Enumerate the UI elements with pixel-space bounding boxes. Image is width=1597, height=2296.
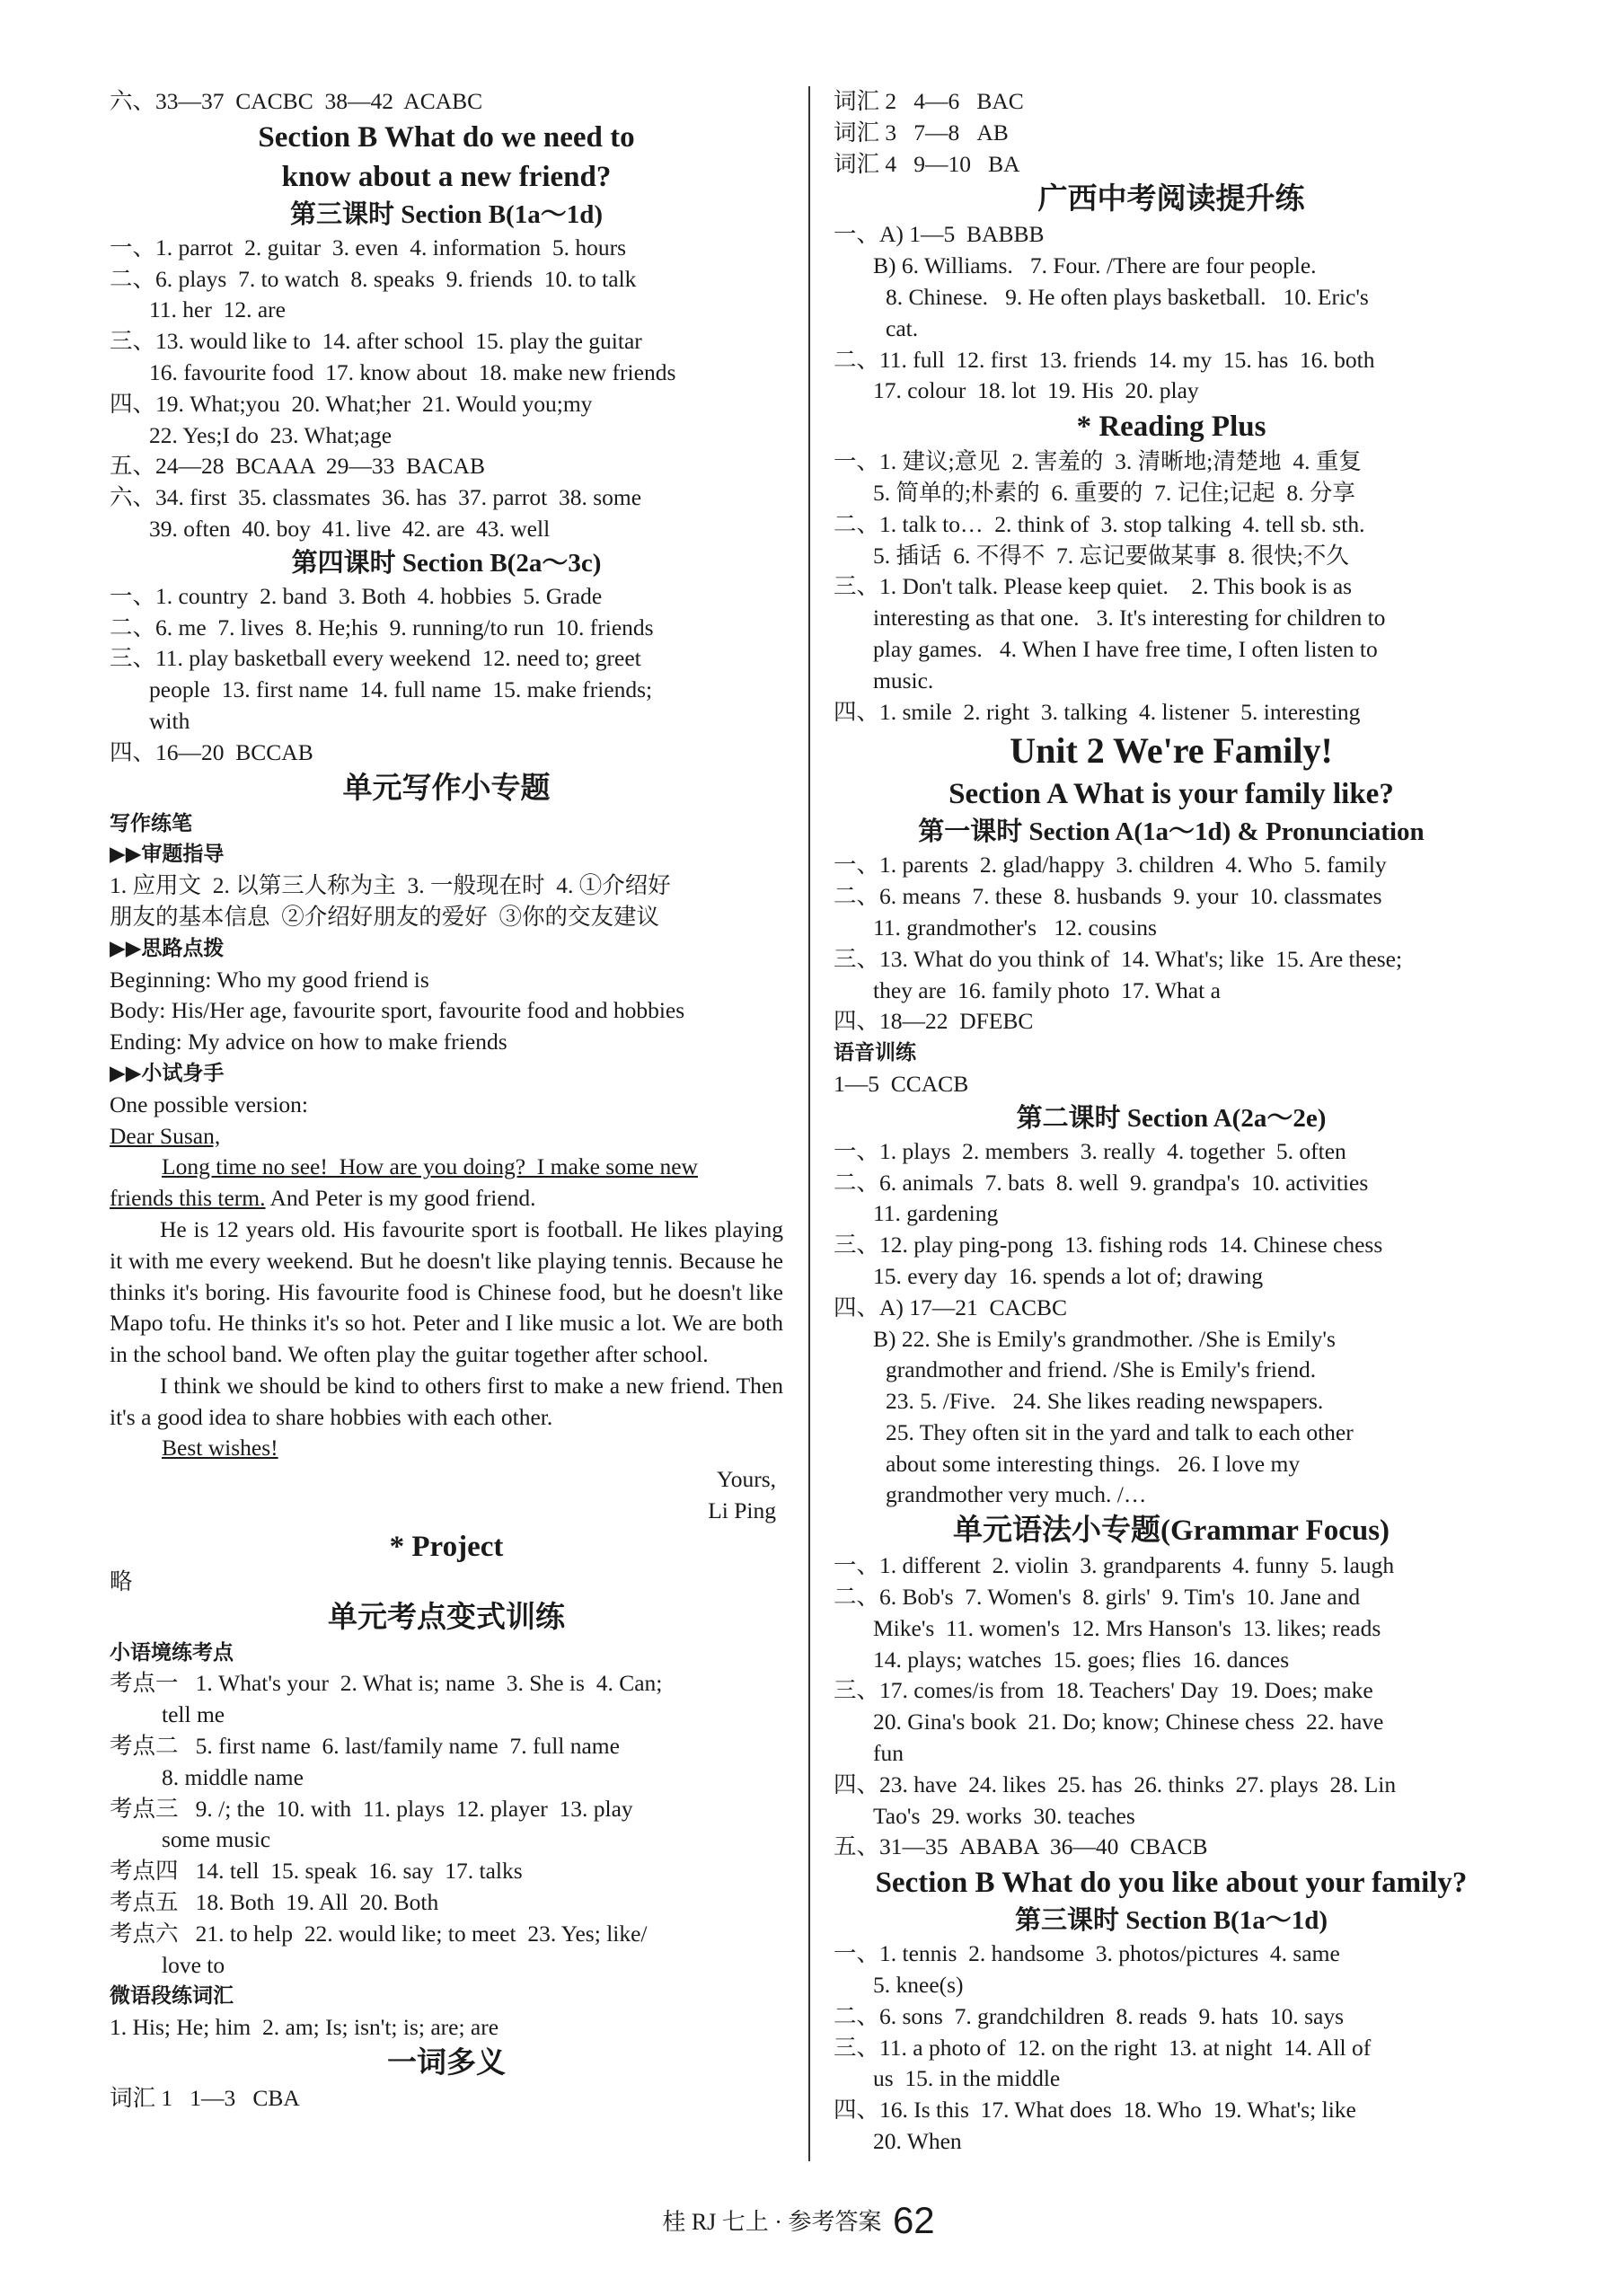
answer-line: 二、6. animals 7. bats 8. well 9. grandpa's 10. activities bbox=[834, 1169, 1369, 1196]
answer-line-continued: grandmother very much. /… bbox=[886, 1481, 1147, 1508]
plain-text: And Peter is my good friend. bbox=[265, 1185, 536, 1212]
answer-line: 四、18—22 DFEBC bbox=[834, 1008, 1034, 1035]
letter-line bbox=[110, 1183, 783, 1214]
answer-line-continued: tell me bbox=[162, 1701, 225, 1728]
signature-line: Yours, bbox=[716, 1466, 776, 1493]
letter-line bbox=[110, 1152, 783, 1183]
section-title: * Project bbox=[389, 1530, 504, 1563]
answer-line: 考点二 5. first name 6. last/family name 7. full name bbox=[110, 1733, 620, 1760]
answer-line-continued: people 13. first name 14. full name 15. make friends; bbox=[149, 676, 653, 703]
answer-line-continued: Mike's 11. women's 12. Mrs Hanson's 13. likes; reads bbox=[873, 1614, 1381, 1641]
answer-line: 二、1. talk to… 2. think of 3. stop talking 4. tell sb. sth. bbox=[834, 510, 1365, 537]
page-footer bbox=[0, 2199, 1597, 2242]
answer-line-continued: B) 6. Williams. 7. Four. /There are four people. bbox=[873, 252, 1317, 279]
answer-line: 考点四 14. tell 15. speak 16. say 17. talks bbox=[110, 1858, 523, 1885]
answer-line: 1—5 CCACB bbox=[834, 1070, 969, 1097]
paragraph: He is 12 years old. His favourite sport is football. He likes playing it with me every weekend. But he doesn't like playing tennis. Because he thinks it's boring. His favourite food is Chinese food, but he doesn't like Mapo tofu. He thinks it's so hot. Peter and I like music a lot. We are both in the school band. We often play the guitar together after school. bbox=[110, 1215, 783, 1368]
answer-line: 考点五 18. Both 19. All 20. Both bbox=[110, 1889, 439, 1916]
answer-line: 三、11. a photo of 12. on the right 13. at night 14. All of bbox=[834, 2034, 1372, 2061]
lesson-title: 第三课时 Section B(1a～1d) bbox=[1014, 1906, 1328, 1936]
answer-line: Body: His/Her age, favourite sport, favourite food and hobbies bbox=[110, 997, 685, 1024]
answer-line-continued: us 15. in the middle bbox=[873, 2065, 1061, 2092]
letter-line bbox=[110, 1121, 783, 1152]
answer-line: 六、34. first 35. classmates 36. has 37. parrot 38. some bbox=[110, 484, 642, 511]
answer-line-continued: 23. 5. /Five. 24. She likes reading newspapers. bbox=[886, 1388, 1324, 1415]
answer-line-continued: cat. bbox=[886, 314, 919, 341]
underlined-text: Dear Susan, bbox=[110, 1122, 221, 1149]
answer-line-continued: 5. 简单的;朴素的 6. 重要的 7. 记住;记起 8. 分享 bbox=[873, 479, 1355, 506]
answer-line-continued: some music bbox=[162, 1826, 271, 1853]
answer-line-continued: 22. Yes;I do 23. What;age bbox=[149, 421, 393, 448]
answer-line-continued: 17. colour 18. lot 19. His 20. play bbox=[873, 377, 1199, 404]
answer-line: 一、1. country 2. band 3. Both 4. hobbies 5. Grade bbox=[110, 582, 603, 609]
answer-line: 三、13. would like to 14. after school 15. play the guitar bbox=[110, 328, 642, 355]
answer-line-continued: love to bbox=[162, 1951, 225, 1978]
answer-line-continued: 20. Gina's book 21. Do; know; Chinese chess 22. have bbox=[873, 1709, 1384, 1735]
signature-line: Li Ping bbox=[708, 1497, 776, 1524]
section-title: know about a new friend? bbox=[281, 160, 612, 193]
answer-line: 三、13. What do you think of 14. What's; like 15. Are these; bbox=[834, 945, 1403, 972]
answer-line: 一、1. 建议;意见 2. 害羞的 3. 清晰地;清楚地 4. 重复 bbox=[834, 448, 1362, 475]
section-title: 单元写作小专题 bbox=[342, 772, 551, 805]
answer-line: 考点六 21. to help 22. would like; to meet 23. Yes; like/ bbox=[110, 1920, 648, 1947]
answer-line: 四、19. What;you 20. What;her 21. Would you;my bbox=[110, 390, 593, 417]
answer-line: 1. 应用文 2. 以第三人称为主 3. 一般现在时 4. ①介绍好 bbox=[110, 872, 671, 899]
answer-line: 二、11. full 12. first 13. friends 14. my 15. has 16. both bbox=[834, 346, 1375, 373]
answer-line-continued: grandmother and friend. /She is Emily's friend. bbox=[886, 1356, 1317, 1383]
answer-line: 考点三 9. /; the 10. with 11. plays 12. player 13. play bbox=[110, 1795, 633, 1822]
answer-line: 二、6. plays 7. to watch 8. speaks 9. friends 10. to talk bbox=[110, 265, 637, 292]
answer-line: 六、33—37 CACBC 38—42 ACABC bbox=[110, 88, 483, 114]
answer-line: 一、1. parents 2. glad/happy 3. children 4. Who 5. family bbox=[834, 852, 1387, 879]
answer-line: 词汇 2 4—6 BAC bbox=[834, 88, 1024, 114]
answer-line-continued: 8. Chinese. 9. He often plays basketball. 10. Eric's bbox=[886, 283, 1369, 310]
answer-line: 四、23. have 24. likes 25. has 26. thinks 27. plays 28. Lin bbox=[834, 1771, 1397, 1797]
section-title: Section A What is your family like? bbox=[948, 778, 1394, 811]
answer-line: 五、24—28 BCAAA 29—33 BACAB bbox=[110, 453, 485, 480]
answer-line-continued: interesting as that one. 3. It's interesting for children to bbox=[873, 605, 1386, 631]
answer-line-continued: 20. When bbox=[873, 2128, 962, 2155]
answer-line: 一、A) 1—5 BABBB bbox=[834, 221, 1045, 248]
section-title: * Reading Plus bbox=[1076, 411, 1266, 444]
section-label: 语音训练 bbox=[834, 1041, 916, 1065]
answer-line: 三、17. comes/is from 18. Teachers' Day 19. Does; make bbox=[834, 1677, 1373, 1704]
section-title: 单元考点变式训练 bbox=[328, 1601, 565, 1634]
answer-line: 二、6. means 7. these 8. husbands 9. your 10. classmates bbox=[834, 883, 1382, 910]
section-label: 小语境练考点 bbox=[110, 1640, 234, 1665]
answer-line-continued: 25. They often sit in the yard and talk to each other bbox=[886, 1418, 1354, 1445]
answer-line: 一、1. parrot 2. guitar 3. even 4. information 5. hours bbox=[110, 234, 627, 261]
answer-line-continued: 5. 插话 6. 不得不 7. 忘记要做某事 8. 很快;不久 bbox=[873, 542, 1349, 569]
unit-title: Unit 2 We're Family! bbox=[1010, 730, 1333, 772]
section-label: 写作练笔 bbox=[110, 811, 192, 835]
underlined-text: Best wishes! bbox=[162, 1435, 278, 1461]
section-title: 单元语法小专题(Grammar Focus) bbox=[952, 1514, 1390, 1548]
answer-line: 三、11. play basketball every weekend 12. need to; greet bbox=[110, 645, 641, 672]
answer-line: 四、1. smile 2. right 3. talking 4. listener 5. interesting bbox=[834, 698, 1361, 725]
answer-line-continued: with bbox=[149, 707, 190, 734]
answer-line: 一、1. tennis 2. handsome 3. photos/pictures 4. same bbox=[834, 1940, 1340, 1967]
answer-line: 四、16. Is this 17. What does 18. Who 19. What's; like bbox=[834, 2097, 1356, 2124]
answer-line: 一、1. different 2. violin 3. grandparents 4. funny 5. laugh bbox=[834, 1552, 1395, 1579]
answer-line: 词汇 4 9—10 BA bbox=[834, 150, 1020, 177]
answer-line-continued: music. bbox=[873, 667, 934, 693]
answer-line-continued: 16. favourite food 17. know about 18. make new friends bbox=[149, 358, 676, 385]
answer-line: Beginning: Who my good friend is bbox=[110, 966, 429, 993]
answer-line-continued: they are 16. family photo 17. What a bbox=[873, 976, 1221, 1003]
answer-line-continued: 15. every day 16. spends a lot of; drawing bbox=[873, 1262, 1264, 1289]
answer-line: 三、1. Don't talk. Please keep quiet. 2. This book is as bbox=[834, 573, 1353, 600]
footer-label: 桂 RJ 七上 · 参考答案 bbox=[662, 2209, 882, 2235]
answer-line-continued: 11. grandmother's 12. cousins bbox=[873, 914, 1157, 940]
answer-line: 二、6. Bob's 7. Women's 8. girls' 9. Tim's 10. Jane and bbox=[834, 1584, 1361, 1611]
answer-line: 词汇 3 7—8 AB bbox=[834, 119, 1009, 146]
left-column bbox=[110, 86, 783, 2115]
section-title: Section B What do you like about your family? bbox=[875, 1867, 1468, 1900]
answer-line: 四、A) 17—21 CACBC bbox=[834, 1294, 1067, 1320]
answer-line: 二、6. me 7. lives 8. He;his 9. running/to run 10. friends bbox=[110, 614, 654, 640]
answer-line-continued: 5. knee(s) bbox=[873, 1972, 964, 1999]
section-title: 广西中考阅读提升练 bbox=[1037, 183, 1305, 216]
lesson-title: 第四课时 Section B(2a～3c) bbox=[291, 548, 602, 578]
answer-line: 五、31—35 ABABA 36—40 CBACB bbox=[834, 1833, 1208, 1860]
answer-line: 朋友的基本信息 ②介绍好朋友的爱好 ③你的交友建议 bbox=[110, 903, 660, 930]
section-label: ▶▶小试身手 bbox=[110, 1061, 225, 1085]
answer-line: 三、12. play ping-pong 13. fishing rods 14. Chinese chess bbox=[834, 1232, 1383, 1258]
answer-line-continued: fun bbox=[873, 1740, 904, 1767]
right-column bbox=[834, 86, 1509, 2158]
answer-line-continued: play games. 4. When I have free time, I often listen to bbox=[873, 635, 1378, 662]
lesson-title: 第三课时 Section B(1a～1d) bbox=[289, 199, 603, 229]
paragraph: I think we should be kind to others first to make a new friend. Then it's a good idea to share hobbies with each other. bbox=[110, 1372, 783, 1430]
answer-line: 考点一 1. What's your 2. What is; name 3. She is 4. Can; bbox=[110, 1670, 663, 1697]
answer-line-continued: Tao's 29. works 30. teaches bbox=[873, 1802, 1135, 1829]
page-number: 62 bbox=[892, 2199, 935, 2241]
answer-line-continued: 14. plays; watches 15. goes; flies 16. dances bbox=[873, 1646, 1290, 1673]
lesson-title: 第二课时 Section A(2a～2e) bbox=[1016, 1103, 1327, 1133]
answer-line-continued: 39. often 40. boy 41. live 42. are 43. well bbox=[149, 515, 551, 542]
lesson-title: 第一课时 Section A(1a～1d) & Pronunciation bbox=[918, 817, 1425, 847]
underlined-text: Long time no see! How are you doing? I make some new bbox=[162, 1153, 698, 1180]
answer-line: 一、1. plays 2. members 3. really 4. together 5. often bbox=[834, 1137, 1346, 1164]
answer-line: 二、6. sons 7. grandchildren 8. reads 9. hats 10. says bbox=[834, 2002, 1344, 2029]
section-label: ▶▶审题指导 bbox=[110, 843, 225, 867]
section-title: Section B What do we need to bbox=[258, 120, 635, 154]
answer-line-continued: 11. gardening bbox=[873, 1200, 999, 1227]
answer-line-continued: B) 22. She is Emily's grandmother. /She is Emily's bbox=[873, 1325, 1336, 1352]
section-label: ▶▶思路点拨 bbox=[110, 936, 225, 960]
column-divider bbox=[808, 86, 810, 2161]
underlined-text: friends this term. bbox=[110, 1185, 266, 1212]
answer-line-continued: 11. her 12. are bbox=[149, 296, 286, 323]
answer-line: One possible version: bbox=[110, 1091, 308, 1117]
section-title: 一词多义 bbox=[387, 2047, 506, 2080]
answer-line: 四、16—20 BCCAB bbox=[110, 738, 313, 765]
answer-line: 词汇 1 1—3 CBA bbox=[110, 2085, 300, 2112]
answer-line: 略 bbox=[110, 1567, 133, 1594]
answer-line-continued: 8. middle name bbox=[162, 1763, 304, 1790]
answer-line: Ending: My advice on how to make friends bbox=[110, 1029, 507, 1055]
answer-line: 1. His; He; him 2. am; Is; isn't; is; are; are bbox=[110, 2014, 499, 2041]
section-label: 微语段练词汇 bbox=[110, 1984, 234, 2009]
letter-line bbox=[110, 1433, 783, 1464]
answer-line-continued: about some interesting things. 26. I love my bbox=[886, 1450, 1301, 1477]
